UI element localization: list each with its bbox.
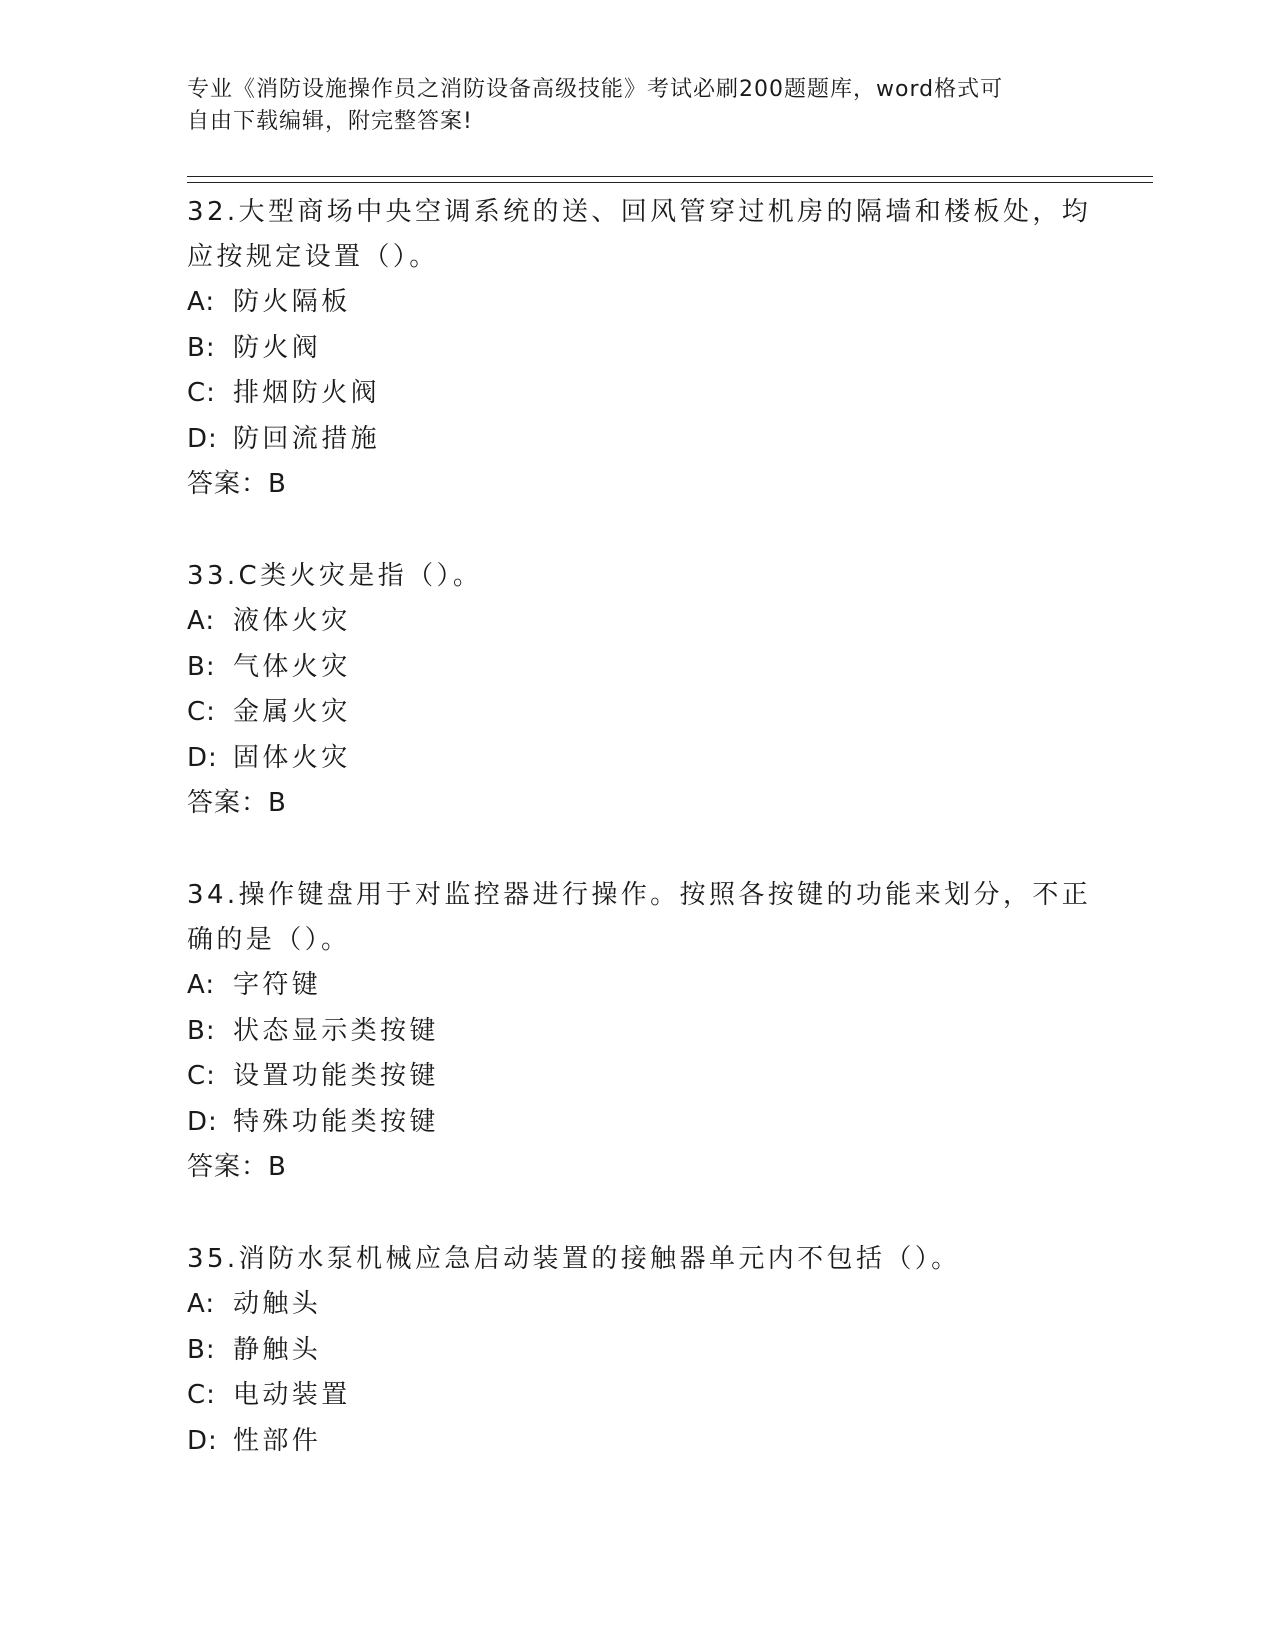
option-c <box>187 1373 1087 1419</box>
question-stem: 34.操作键盘用于对监控器进行操作。按照各按键的功能来划分，不正 <box>187 880 1092 910</box>
option-c <box>187 690 1087 736</box>
option-text: 液体火灾 <box>233 606 351 636</box>
option-letter: C: <box>187 378 216 408</box>
question-34 <box>187 873 1092 1190</box>
option-a <box>187 1282 1087 1328</box>
option-letter: D: <box>187 1106 218 1137</box>
option-text: 固体火灾 <box>233 742 351 773</box>
question-stem: 确的是（）。 <box>187 925 351 955</box>
question-stem: 35.消防水泵机械应急启动装置的接触器单元内不包括（）。 <box>187 1244 961 1274</box>
document-header <box>187 74 1067 138</box>
question-list <box>187 190 1092 1464</box>
option-text: 气体火灾 <box>233 651 351 682</box>
option-letter: B: <box>187 1015 216 1046</box>
option-text: 状态显示类按键 <box>233 1015 439 1046</box>
option-letter: B: <box>187 651 216 682</box>
option-a <box>187 963 1087 1009</box>
header-divider <box>187 176 1153 177</box>
header-line: 自由下载编辑，附完整答案! <box>187 109 473 134</box>
answer-line: 答案：B <box>187 1152 287 1182</box>
option-b <box>187 645 1087 691</box>
question-35 <box>187 1237 1087 1464</box>
option-text: 性部件 <box>233 1425 322 1456</box>
option-letter: A: <box>187 1289 216 1319</box>
option-text: 防火阀 <box>233 332 322 363</box>
option-text: 字符键 <box>233 970 322 1000</box>
option-letter: A: <box>187 970 216 1000</box>
question-32 <box>187 190 1092 507</box>
option-a <box>187 599 1087 645</box>
option-letter: D: <box>187 742 218 773</box>
option-text: 排烟防火阀 <box>233 378 381 408</box>
option-d <box>187 1419 1087 1465</box>
answer-line: 答案：B <box>187 469 287 499</box>
option-text: 动触头 <box>233 1289 322 1319</box>
option-d <box>187 736 1087 782</box>
option-b <box>187 1009 1087 1055</box>
option-text: 防回流措施 <box>233 423 381 454</box>
header-divider <box>187 182 1153 183</box>
option-letter: C: <box>187 1061 216 1091</box>
question-stem: 应按规定设置（）。 <box>187 242 439 272</box>
option-text: 金属火灾 <box>233 697 351 727</box>
option-text: 防火隔板 <box>233 287 351 317</box>
option-d <box>187 1100 1087 1146</box>
option-c <box>187 1054 1087 1100</box>
option-d <box>187 417 1087 463</box>
option-b <box>187 1328 1087 1374</box>
option-c <box>187 371 1087 417</box>
option-letter: B: <box>187 332 216 363</box>
answer-line: 答案：B <box>187 788 287 818</box>
question-stem: 32.大型商场中央空调系统的送、回风管穿过机房的隔墙和楼板处，均 <box>187 197 1092 227</box>
option-a <box>187 280 1087 326</box>
option-text: 特殊功能类按键 <box>233 1106 439 1137</box>
option-letter: A: <box>187 287 216 317</box>
option-text: 静触头 <box>233 1334 322 1365</box>
option-text: 电动装置 <box>233 1380 351 1410</box>
option-text: 设置功能类按键 <box>233 1061 439 1091</box>
option-letter: C: <box>187 1380 216 1410</box>
option-letter: D: <box>187 1425 218 1456</box>
option-letter: D: <box>187 423 218 454</box>
option-b <box>187 326 1087 372</box>
header-line: 专业《消防设施操作员之消防设备高级技能》考试必刷200题题库，word格式可 <box>187 77 1004 102</box>
question-stem: 33.C类火灾是指（）。 <box>187 561 483 591</box>
question-33 <box>187 554 1087 826</box>
option-letter: A: <box>187 606 216 636</box>
option-letter: C: <box>187 697 216 727</box>
option-letter: B: <box>187 1334 216 1365</box>
